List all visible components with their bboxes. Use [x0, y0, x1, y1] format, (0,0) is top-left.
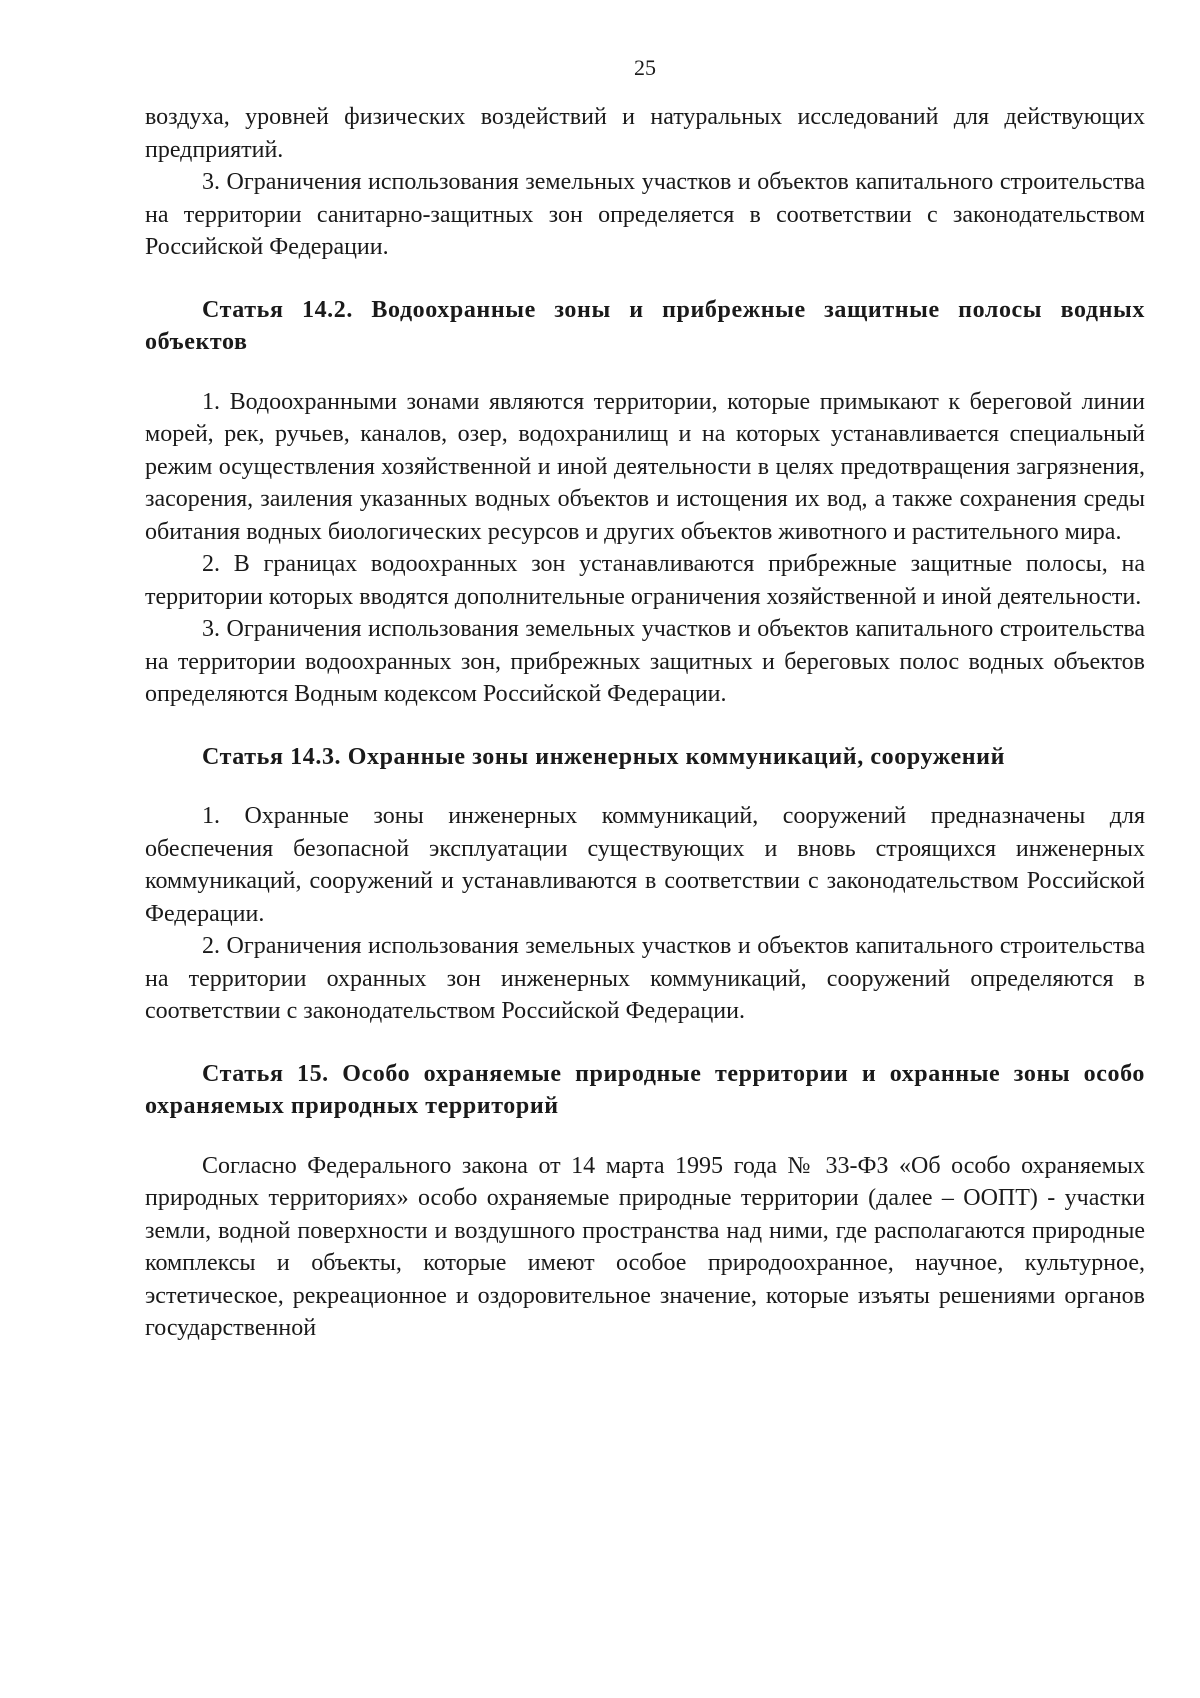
paragraph-continuation: воздуха, уровней физических воздействий и натуральных исследований для действующих предприятий.	[145, 104, 1145, 163]
paragraph-sanitary-zones-restrictions: 3. Ограничения использования земельных участков и объектов капитального строительства на территории санитарно-защитных зон определяется в соответствии с законодательством Российской Федерации.	[145, 169, 1145, 260]
paragraph-water-zones-restrictions: 3. Ограничения использования земельных участков и объектов капитального строительства на территории водоохранных зон, прибрежных защитных и береговых полос водных объектов определяются Водным кодексом Российской Федерации.	[145, 616, 1145, 707]
paragraph-utility-protection-zones: 1. Охранные зоны инженерных коммуникаций, сооружений предназначены для обеспечения безопасной эксплуатации существующих и вновь строящихся инженерных коммуникаций, сооружений и устанавливаются в соответствии с законодательством Российской Федерации.	[145, 803, 1145, 927]
paragraph-utility-zones-restrictions: 2. Ограничения использования земельных участков и объектов капитального строительства на территории охранных зон инженерных коммуникаций, сооружений определяются в соответствии с законодательством Российской Федерации.	[145, 933, 1145, 1024]
paragraph-protected-natural-areas: Согласно Федерального закона от 14 марта 1995 года № 33-ФЗ «Об особо охраняемых природных территориях» особо охраняемые природные территории (далее – ООПТ) - участки земли, водной поверхности и воздушного пространства над ними, где располагаются природные комплексы и объекты, которые имеют особое природоохранное, научное, культурное, эстетическое, рекреационное и оздоровительное значение, которые изъяты решениями органов государственной	[145, 1152, 1145, 1341]
paragraph-water-protection-zones: 1. Водоохранными зонами являются территории, которые примыкают к береговой линии морей, рек, ручьев, каналов, озер, водохранилищ и на которых устанавливается специальный режим осуществления хозяйственной и иной деятельности в целях предотвращения загрязнения, засорения, заиления указанных водных объектов и истощения их вод, а также сохранения среды обитания водных биологических ресурсов и других объектов животного и растительного мира.	[145, 388, 1145, 545]
heading-article-14-2: Статья 14.2. Водоохранные зоны и прибрежные защитные полосы водных объектов	[145, 296, 1145, 355]
page-number: 25	[634, 55, 656, 80]
heading-article-15: Статья 15. Особо охраняемые природные территории и охранные зоны особо охраняемых природных территорий	[145, 1060, 1145, 1119]
heading-article-14-3: Статья 14.3. Охранные зоны инженерных коммуникаций, сооружений	[202, 743, 1006, 770]
paragraph-coastal-protective-strips: 2. В границах водоохранных зон устанавливаются прибрежные защитные полосы, на территории которых вводятся дополнительные ограничения хозяйственной и иной деятельности.	[145, 551, 1145, 610]
document-page	[145, 55, 1145, 1345]
